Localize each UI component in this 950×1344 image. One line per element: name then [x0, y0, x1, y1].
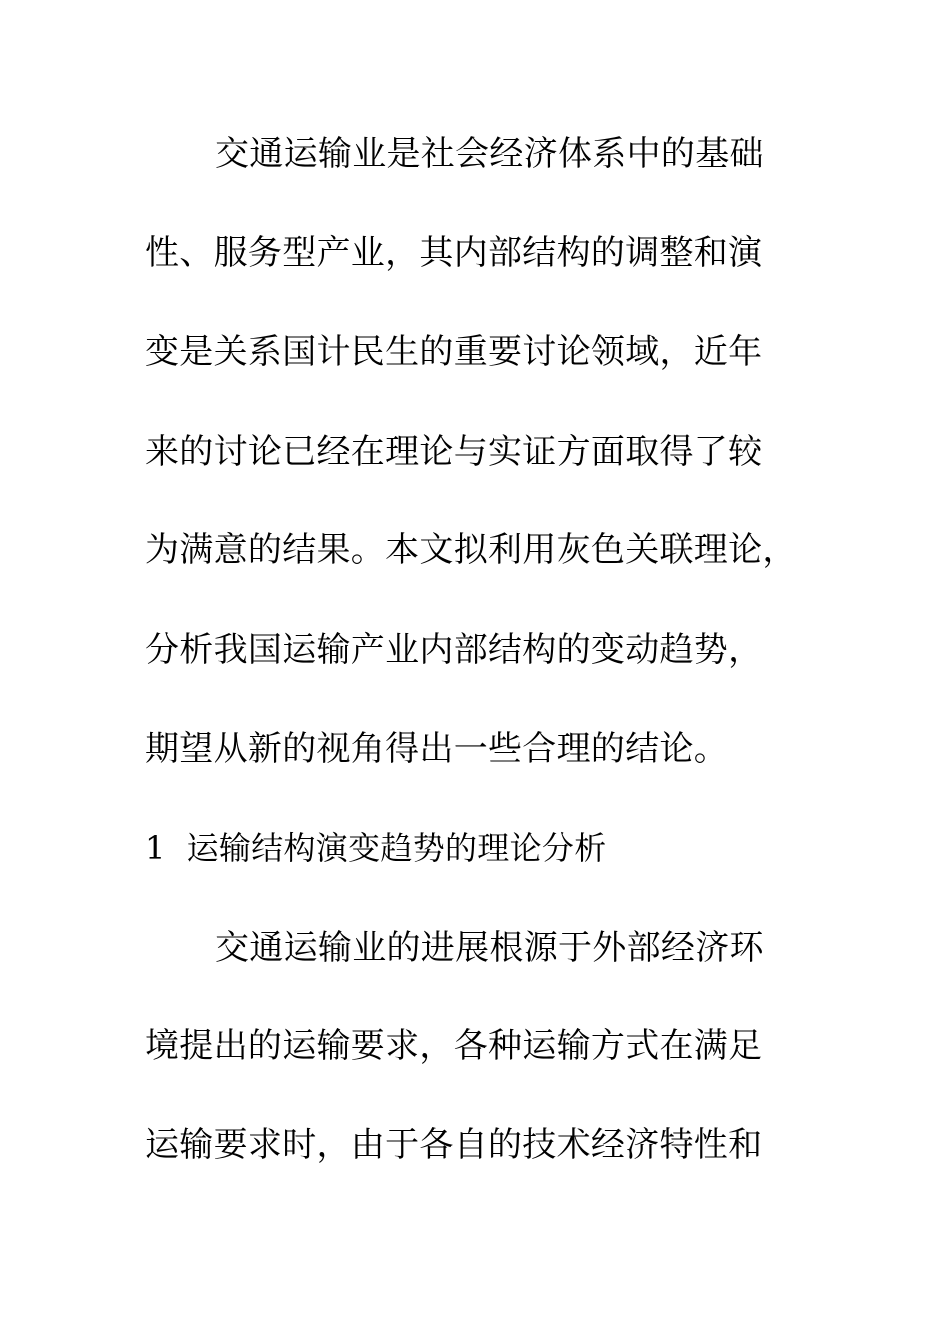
- paragraph-line: 分析我国运输产业内部结构的变动趋势，: [145, 630, 763, 670]
- paragraph-line: 运输要求时，由于各自的技术经济特性和: [145, 1125, 763, 1165]
- paragraph-line: 为满意的结果。本文拟利用灰色关联理论，: [145, 530, 797, 570]
- paragraph-line: 交通运输业是社会经济体系中的基础: [215, 134, 764, 174]
- paragraph-line: 来的讨论已经在理论与实证方面取得了较: [145, 432, 763, 472]
- paragraph-line: 性、服务型产业，其内部结构的调整和演: [145, 233, 763, 273]
- paragraph-line: 交通运输业的进展根源于外部经济环: [215, 928, 764, 968]
- section-heading: 1 运输结构演变趋势的理论分析: [145, 829, 607, 867]
- paragraph-line: 境提出的运输要求，各种运输方式在满足: [145, 1026, 763, 1066]
- paragraph-line: 变是关系国计民生的重要讨论领域，近年: [145, 332, 763, 372]
- paragraph-line: 期望从新的视角得出一些合理的结论。: [145, 729, 729, 769]
